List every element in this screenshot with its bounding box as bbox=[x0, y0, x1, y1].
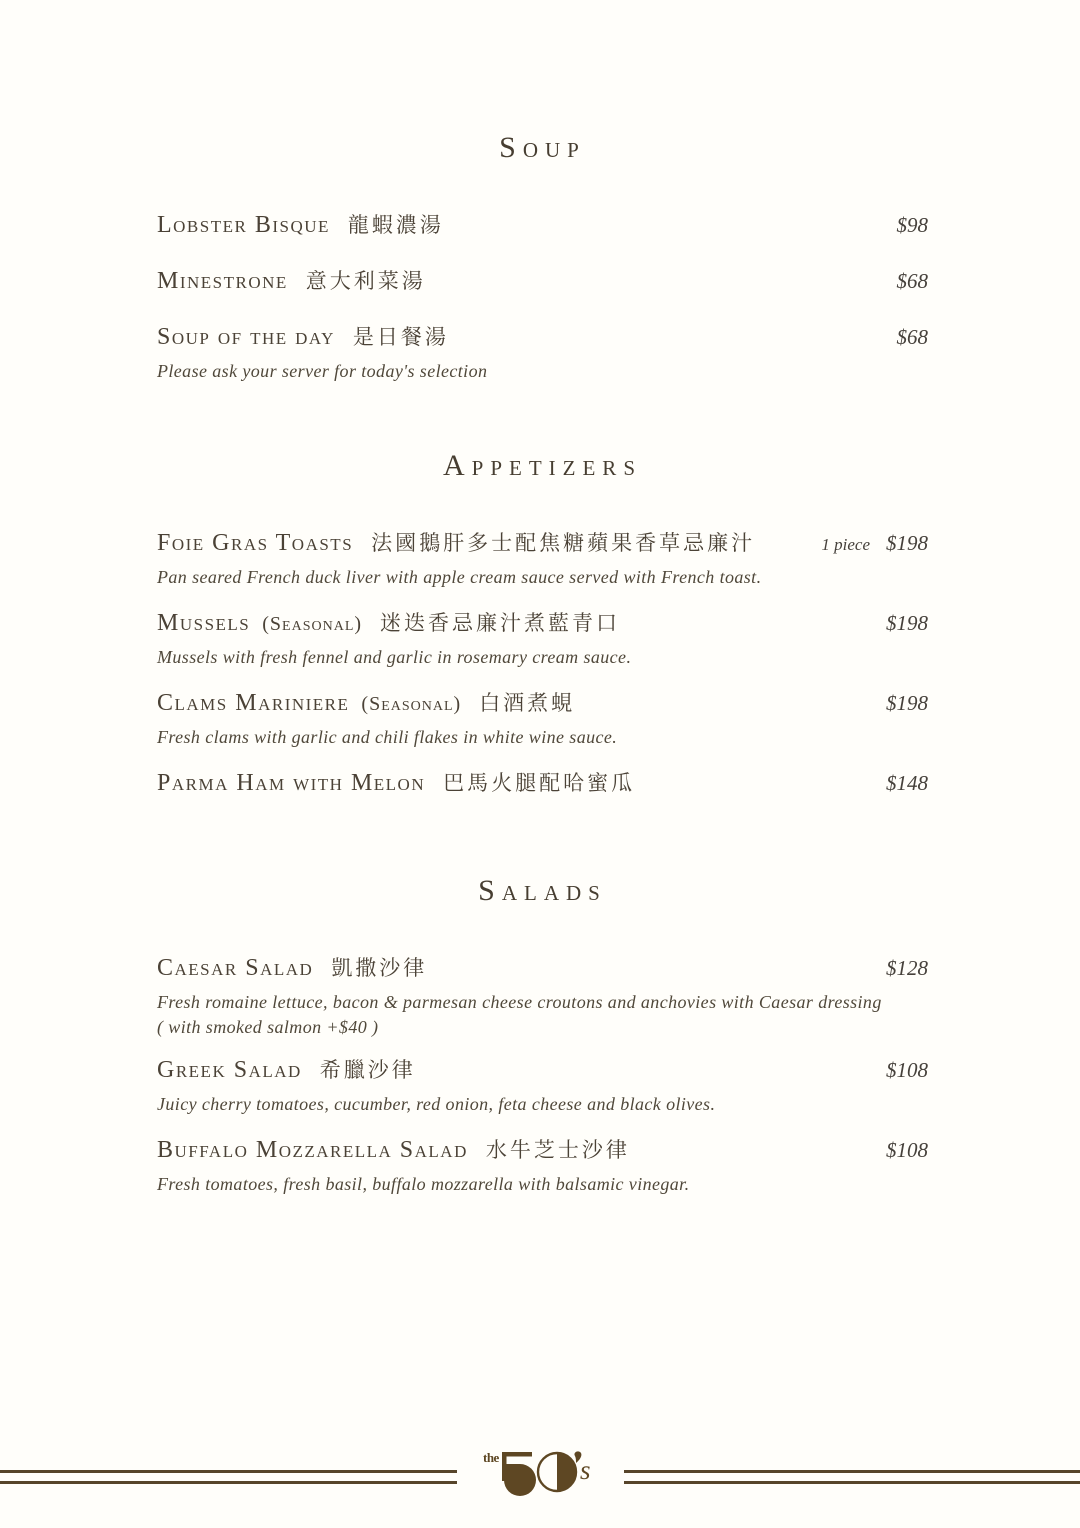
item-description: Pan seared French duck liver with apple cream sauce served with French toast. bbox=[157, 567, 762, 587]
item-name-zh: 凱撒沙律 bbox=[331, 956, 428, 980]
the-50s-logo-icon bbox=[483, 1450, 598, 1498]
item-pricing bbox=[886, 768, 928, 799]
item-description: Mussels with fresh fennel and garlic in rosemary cream sauce. bbox=[157, 647, 632, 667]
item-names bbox=[157, 953, 427, 986]
menu-item-caesar-salad bbox=[157, 953, 928, 1040]
item-name-en: Mussels bbox=[157, 610, 251, 636]
item-name-en: Clams Mariniere bbox=[157, 690, 350, 716]
item-pricing bbox=[886, 1055, 928, 1086]
item-name-zh: 法國鵝肝多士配焦糖蘋果香草忌廉汁 bbox=[371, 531, 756, 555]
item-name-zh: 是日餐湯 bbox=[352, 325, 449, 349]
item-price: $108 bbox=[886, 1138, 928, 1162]
item-names bbox=[157, 688, 575, 721]
item-line bbox=[157, 1135, 928, 1168]
menu-item-lobster-bisque bbox=[157, 210, 928, 243]
menu-item-soup-of-the-day bbox=[157, 322, 928, 384]
section-appetizers bbox=[157, 451, 928, 801]
section-soup bbox=[157, 133, 928, 384]
item-names bbox=[157, 608, 620, 641]
item-line bbox=[157, 322, 928, 355]
item-unit: 1 piece bbox=[821, 535, 870, 554]
item-pricing bbox=[886, 608, 928, 639]
item-name-en: Parma Ham with Melon bbox=[157, 770, 426, 796]
menu-item-minestrone bbox=[157, 266, 928, 299]
section-salads bbox=[157, 876, 928, 1197]
menu-item-parma-ham-with-melon bbox=[157, 768, 928, 801]
menu-item-clams-mariniere bbox=[157, 688, 928, 750]
item-price: $198 bbox=[886, 611, 928, 635]
item-line bbox=[157, 768, 928, 801]
menu-item-foie-gras-toasts bbox=[157, 528, 928, 590]
item-description: Please ask your server for today's selection bbox=[157, 361, 488, 381]
item-qualifier: (Seasonal) bbox=[262, 613, 363, 635]
item-qualifier: (Seasonal) bbox=[361, 693, 462, 715]
item-name-en: Buffalo Mozzarella Salad bbox=[157, 1137, 468, 1163]
item-name-zh: 白酒煮蜆 bbox=[479, 691, 576, 715]
item-names bbox=[157, 1055, 416, 1088]
footer-rule-left bbox=[0, 1470, 457, 1484]
item-names bbox=[157, 266, 426, 299]
item-names bbox=[157, 322, 449, 355]
item-name-en: Caesar Salad bbox=[157, 955, 314, 981]
item-description: Fresh romaine lettuce, bacon & parmesan cheese croutons and anchovies with Caesar dressing bbox=[157, 992, 882, 1012]
footer bbox=[0, 1450, 1080, 1503]
menu-item-buffalo-mozzarella-salad bbox=[157, 1135, 928, 1197]
item-description: Juicy cherry tomatoes, cucumber, red onion, feta cheese and black olives. bbox=[157, 1094, 716, 1114]
item-price: $68 bbox=[896, 269, 928, 293]
item-pricing bbox=[886, 1135, 928, 1166]
item-price: $68 bbox=[896, 325, 928, 349]
item-name-en: Greek Salad bbox=[157, 1057, 302, 1083]
item-line bbox=[157, 528, 928, 561]
item-description-note: ( with smoked salmon +$40 ) bbox=[157, 1017, 379, 1037]
item-description: Fresh clams with garlic and chili flakes in white wine sauce. bbox=[157, 727, 618, 747]
item-names bbox=[157, 210, 444, 243]
item-name-zh: 迷迭香忌廉汁煮藍青口 bbox=[380, 611, 621, 635]
item-line bbox=[157, 688, 928, 721]
item-name-zh: 希臘沙律 bbox=[319, 1058, 416, 1082]
item-pricing bbox=[886, 953, 928, 984]
item-pricing bbox=[897, 210, 929, 241]
item-name-zh: 意大利菜湯 bbox=[305, 269, 426, 293]
menu-item-greek-salad bbox=[157, 1055, 928, 1117]
item-price: $198 bbox=[886, 531, 928, 555]
item-name-en: Foie Gras Toasts bbox=[157, 530, 354, 556]
item-names bbox=[157, 1135, 630, 1168]
item-pricing bbox=[821, 528, 928, 560]
item-line bbox=[157, 608, 928, 641]
logo-the-text: the bbox=[482, 1450, 499, 1465]
item-description: Fresh tomatoes, fresh basil, buffalo mozzarella with balsamic vinegar. bbox=[157, 1174, 690, 1194]
item-price: $148 bbox=[886, 771, 928, 795]
item-line bbox=[157, 1055, 928, 1088]
item-name-en: Lobster Bisque bbox=[157, 212, 330, 238]
item-pricing bbox=[897, 322, 929, 353]
item-names bbox=[157, 768, 635, 801]
item-names bbox=[157, 528, 755, 561]
item-name-zh: 水牛芝士沙律 bbox=[485, 1138, 630, 1162]
logo-digit-5 bbox=[502, 1452, 536, 1496]
section-title-salads: Salads bbox=[478, 874, 607, 907]
section-title-soup: Soup bbox=[499, 131, 586, 164]
the-50s-logo bbox=[483, 1450, 598, 1503]
item-name-en: Soup of the day bbox=[157, 324, 335, 350]
footer-rule-right bbox=[624, 1470, 1080, 1484]
item-price: $128 bbox=[886, 956, 928, 980]
menu-item-mussels bbox=[157, 608, 928, 670]
item-line bbox=[157, 210, 928, 243]
item-price: $108 bbox=[886, 1058, 928, 1082]
logo-s-text: s bbox=[579, 1455, 591, 1485]
item-name-en: Minestrone bbox=[157, 268, 288, 294]
item-name-zh: 龍蝦濃湯 bbox=[347, 213, 444, 237]
logo-digit-0 bbox=[538, 1453, 576, 1491]
item-pricing bbox=[897, 266, 929, 297]
item-price: $198 bbox=[886, 691, 928, 715]
item-price: $98 bbox=[896, 213, 928, 237]
item-line bbox=[157, 266, 928, 299]
section-title-appetizers: Appetizers bbox=[442, 449, 642, 482]
item-line bbox=[157, 953, 928, 986]
item-name-zh: 巴馬火腿配哈蜜瓜 bbox=[443, 771, 636, 795]
item-pricing bbox=[886, 688, 928, 719]
